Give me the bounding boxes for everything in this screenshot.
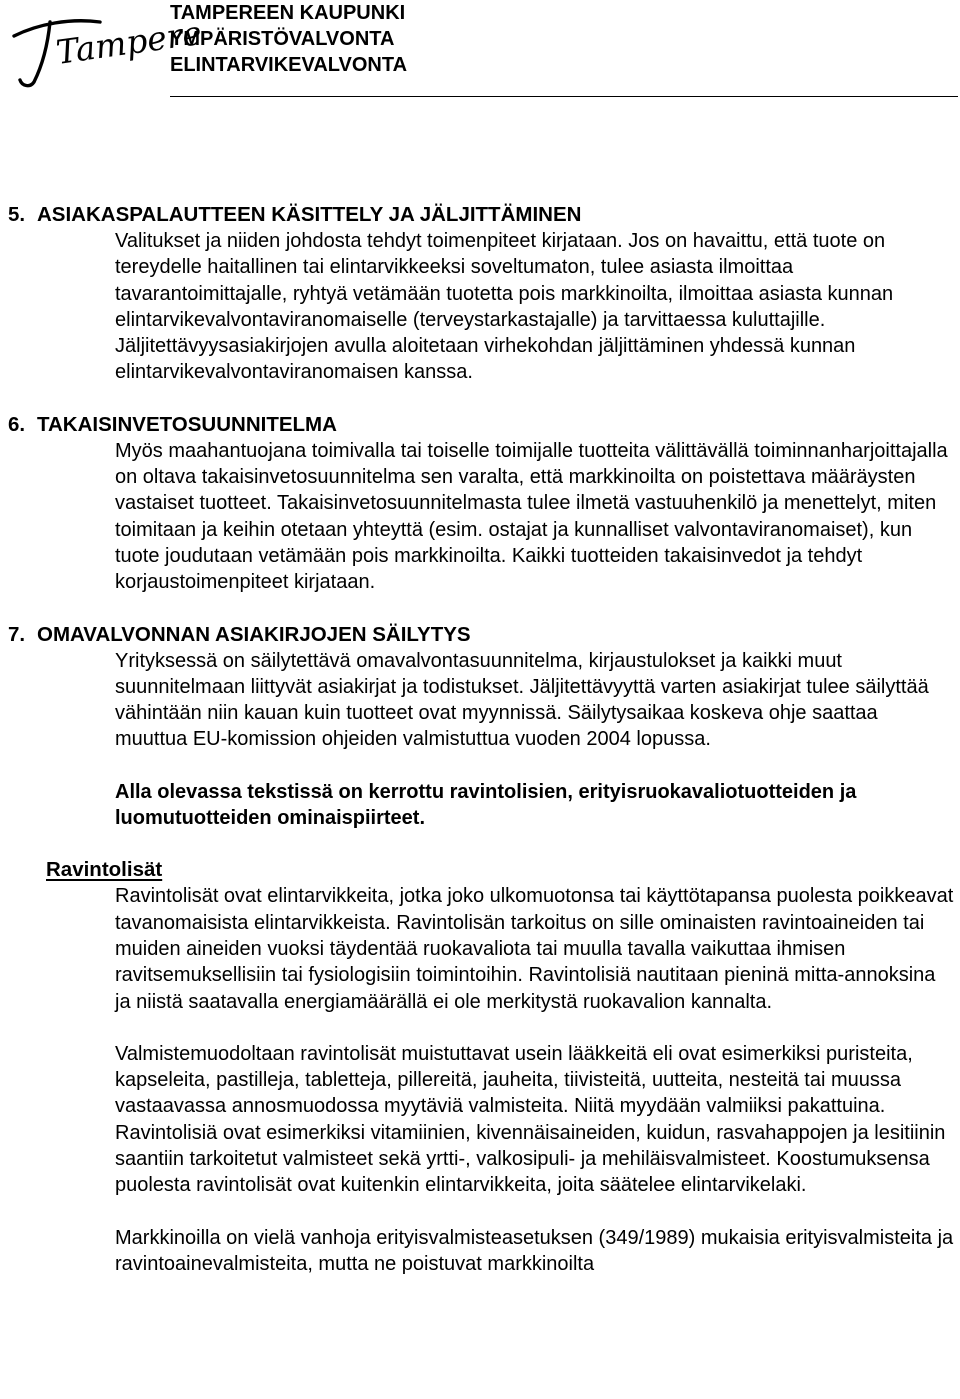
ravintolisat-paragraph: Valmistemuodoltaan ravintolisät muistuttavat usein lääkkeitä eli ovat esimerkiksi puristeita, kapseleita, pastilleja, tabletteja, pillereitä, jauheita, tiivisteitä, uutteita, nesteitä tai muussa vastaavassa annosmuodossa myytäviä valmisteita. Niitä myydään valmiiksi pakattuina. Ravintolisiä ovat esimerkiksi vitamiinien, kivennäisaineiden, kuidun, rasvahappojen ja lesitiinin saantiin tarkoitetut valmisteet sekä yrtti-, valkosipuli- ja mehiläisvalmisteet. Koostumuksensa puolesta ravintolisät ovat kuitenkin elintarvikkeita, joita säätelee elintarvikelaki. (115, 1042, 946, 1197)
header-line-department: YMPÄRISTÖVALVONTA (170, 28, 395, 50)
section-7 (0, 622, 960, 753)
intro-bold-paragraph: Alla olevassa tekstissä on kerrottu ravintolisien, erityisruokavaliotuotteiden ja luomutuotteiden ominaispiirteet. (115, 780, 857, 830)
spacer (0, 1199, 960, 1225)
document-body (0, 202, 960, 1277)
spacer (0, 831, 960, 857)
page-header (0, 0, 960, 100)
ravintolisat-heading: Ravintolisät (46, 858, 163, 882)
header-line-city: TAMPEREEN KAUPUNKI (170, 2, 406, 24)
section-paragraph: Valitukset ja niiden johdosta tehdyt toimenpiteet kirjataan. Jos on havaittu, että tuote on tereydelle haitallinen tai elintarvikkeeksi soveltumaton, tulee asiasta ilmoittaa tavarantoimittajalle, ryhtyä vetämään tuotetta pois markkinoilta, ilmoittaa asiasta kunnan elintarvikevalvontaviranomaiselle (terveystarkastajalle) ja tarvittaessa kuluttajille. Jäljitettävyysasiakirjojen avulla aloitetaan virhekohdan jäljittäminen yhdessä kunnan elintarvikevalvontaviranomaisen kanssa. (115, 230, 894, 384)
header-line-unit: ELINTARVIKEVALVONTA (170, 54, 408, 76)
section-title: TAKAISINVETOSUUNNITELMA (37, 412, 337, 436)
section-title: OMAVALVONNAN ASIAKIRJOJEN SÄILYTYS (37, 622, 471, 646)
section-paragraph: Yrityksessä on säilytettävä omavalvontasuunnitelma, kirjaustulokset ja kaikki muut suunnitelmaan liittyvät asiakirjat ja todistukset. Jäljitettävyyttä varten asiakirjat tulee säilyttää vähintään niin kauan kuin tuotteet ovat myynnissä. Säilytysaikaa koskeva ohje saattaa muuttua EU-komission ohjeiden valmistuttua vuoden 2004 lopussa. (115, 649, 929, 751)
header-divider (170, 96, 958, 97)
section-heading (8, 202, 960, 228)
spacer (0, 753, 960, 779)
section-number: 5. (8, 203, 26, 226)
section-number: 6. (8, 412, 26, 436)
ravintolisat-paragraph: Markkinoilla on vielä vanhoja erityisvalmisteasetuksen (349/1989) mukaisia erityisvalmisteita ja ravintoainevalmisteita, mutta ne poistuvat markkinoilta (115, 1226, 954, 1275)
spacer (0, 1015, 960, 1041)
logo-wordmark: Tampere (53, 12, 205, 72)
section-number: 7. (8, 622, 26, 646)
section-title: ASIAKASPALAUTTEEN KÄSITTELY JA JÄLJITTÄMINEN (37, 203, 582, 226)
organization-heading (170, 0, 407, 78)
tampere-logo (8, 2, 205, 88)
section-heading (8, 412, 960, 438)
section-heading (8, 622, 960, 648)
ravintolisat-paragraph: Ravintolisät ovat elintarvikkeita, jotka joko ulkomuotonsa tai käyttötapansa puolesta poikkeavat tavanomaisista elintarvikkeista. Ravintolisän tarkoitus on sille ominaisten ravintoaineiden tai muiden aineiden vuoksi täydentää ruokavaliota tai muulla tavalla vaikuttaa ihmisen ravitsemuksellisiin tai fysiologisiin toimintoihin. Ravintolisiä nautitaan pieninä mitta-annoksina ja niistä saatavalla energiamäärällä ei ole merkitystä ruokavalion kannalta. (115, 885, 954, 1013)
section-6 (0, 412, 960, 596)
section-ravintolisat (0, 857, 960, 1277)
section-paragraph: Myös maahantuojana toimivalla tai toiselle toimijalle tuotteita välittävällä toiminnanharjoittajalla on oltava takaisinvetosuunnitelma sen varalta, että markkinoilta on poistettava määräysten vastaiset tuotteet. Takaisinvetosuunnitelmasta tulee ilmetä vastuuhenkilö ja menettelyt, miten toimitaan ja keihin otetaan yhteyttä (esim. ostajat ja kunnalliset valvontaviranomaiset), kun tuote joudutaan vetämään pois markkinoilta. Kaikki tuotteiden takaisinvedot ja tehdyt korjaustoimenpiteet kirjataan. (115, 439, 948, 594)
section-5 (0, 202, 960, 386)
spacer (0, 596, 960, 622)
spacer (0, 386, 960, 412)
